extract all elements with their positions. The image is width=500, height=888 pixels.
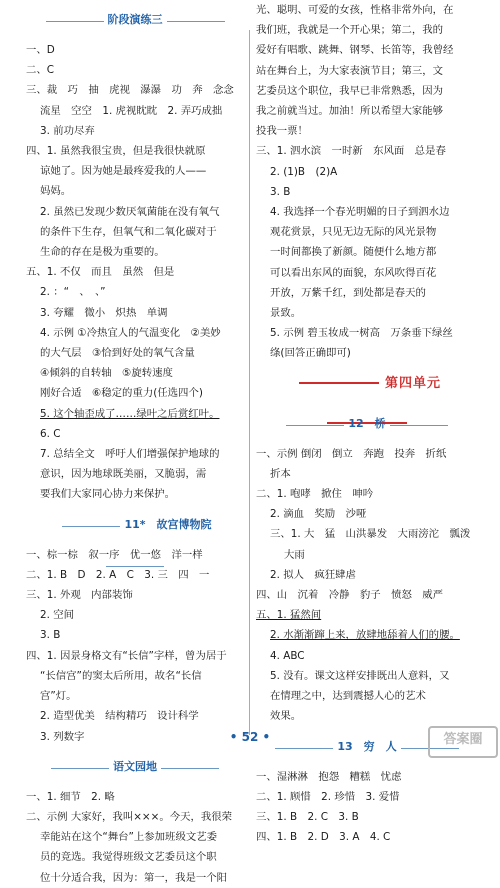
answer-line: 的大气层 ③恰到好处的氧气含量 [40, 347, 195, 360]
answer-line: 4. ABC [270, 649, 305, 662]
answer-line: 2. 造型优美 结构精巧 设计科学 [40, 710, 199, 723]
answer-line: 2. 滴血 奖励 沙哑 [270, 508, 367, 521]
section-heading-text: 语文园地 [113, 759, 157, 773]
heading-rule [46, 18, 104, 22]
answer-line: 三、裁 巧 抽 虎视 瀑瀑 功 奔 念念 [26, 84, 234, 97]
answer-line: 7. 总结全文 呼吁人们增强保护地球的 [40, 448, 220, 461]
left-column [26, 0, 244, 888]
answer-line: 幸能站在这个“舞台”上参加班级文艺委 [40, 831, 218, 844]
heading-rule [161, 765, 219, 769]
right-column [256, 0, 478, 847]
answer-line: 三、1. 泗水滨 一时新 东风面 总是春 [256, 145, 446, 158]
page-number: • 52 • [229, 730, 271, 744]
answer-line: 3. 列数字 [40, 730, 85, 743]
heading-rule [62, 523, 120, 527]
answer-line: 可以看出东风的面貌，东风吹得百花 [270, 266, 437, 279]
answer-line: 站在舞台上，为大家表演节目；第三，文 [256, 64, 444, 77]
heading-rule [51, 765, 109, 769]
answer-line: 3. 前功尽弃 [40, 124, 95, 137]
answer-line: 二、1. 顾惜 2. 珍惜 3. 爱惜 [256, 790, 400, 803]
answer-line: 三、1. 大 猛 山洪暴发 大雨滂沱 瓢泼 [270, 528, 471, 541]
section-heading-text: 12 桥 [348, 416, 386, 430]
answer-line: 艺委员这个职位，我早已非常熟悉，因为 [256, 84, 444, 97]
answer-line: 3. 夸耀 微小 炽热 单调 [40, 306, 168, 319]
answer-line: 一、示例 倒闭 倒立 奔跑 投奔 折纸 [256, 447, 447, 460]
answer-line: 五、1. 猛然间 [256, 609, 322, 622]
answer-line: 的条件下生存，但氧气和二氧化碳对于 [40, 225, 217, 238]
answer-line: 5. 没有。课文这样安排既出人意料，又 [270, 669, 450, 682]
answer-line: 宫”灯。 [40, 690, 77, 703]
answer-line: 二、示例 大家好，我叫×××。今天，我很荣 [26, 810, 233, 823]
answer-line: 一、1. 细节 2. 略 [26, 790, 115, 803]
answer-line: 2. 空间 [40, 609, 74, 622]
answer-line: 四、1. B 2. D 3. A 4. C [256, 831, 391, 844]
answer-line: 一时间都换了新颜。随便什么地方都 [270, 246, 437, 259]
answer-line: 四、1. 虽然我很宝贵，但是我很快就原 [26, 145, 206, 158]
answer-line: 2. 水渐渐蹿上来，放肆地舔着人们的腰。 [270, 629, 460, 642]
unit-rule [299, 382, 379, 384]
section-heading-text: 11* 故宫博物院 [124, 517, 212, 531]
answer-line: 员的竞选。我觉得班级文艺委员这个职 [40, 851, 217, 864]
answer-line: ④倾斜的自转轴 ⑤旋转速度 [40, 367, 173, 380]
answer-line: 二、1. 咆哮 掀住 呻吟 [256, 488, 374, 501]
unit-heading [256, 364, 478, 404]
answer-line: 大雨 [284, 548, 305, 561]
section-heading [26, 505, 244, 545]
section-heading [26, 747, 244, 787]
column-divider [249, 30, 250, 735]
section-heading-text: 阶段演练三 [107, 13, 163, 26]
answer-line: 生命的存在是极为重要的。 [40, 246, 165, 259]
answer-line: 二、1. B D 2. A C 3. 三 四 一 [26, 568, 210, 581]
answer-line: 我们班，我就是一个开心果；第二，我的 [256, 24, 444, 37]
answer-line: 景致。 [270, 307, 302, 320]
answer-line: 位十分适合我，因为：第一，我是一个阳 [40, 871, 228, 884]
answer-line: 我之前就当过。加油！所以希望大家能够 [256, 105, 444, 118]
answer-line: 意识，因为地球既美丽，又脆弱，需 [40, 468, 207, 481]
answer-line: 一、湿淋淋 抱怨 糟糕 忧虑 [256, 770, 402, 783]
answer-line: 绦(回答正确即可) [270, 347, 351, 360]
answer-line: 谅她了。因为她是最疼爱我的人—— [40, 165, 207, 178]
answer-line: 四、山 沉着 冷静 豹子 愤怒 威严 [256, 589, 444, 602]
heading-rule [390, 422, 448, 426]
section-heading-text: 13 穷 人 [337, 739, 397, 753]
answer-line: 4. 示例 ①冷热宜人的气温变化 ②美妙 [40, 326, 221, 339]
answer-line: 爱好有唱歌、跳舞、钢琴、长笛等，我曾经 [256, 44, 454, 57]
answer-line: 观花赏景，只见无边无际的风光景物 [270, 226, 437, 239]
heading-rule [167, 18, 225, 22]
answer-line: 要我们大家同心协力来保护。 [40, 488, 176, 501]
answer-line: 6. C [40, 427, 61, 440]
section-heading [256, 404, 478, 444]
answer-line: 在情理之中，达到震撼人心的艺术 [270, 690, 426, 703]
answer-line: 二、C [26, 64, 55, 77]
answer-line: “长信宫”的窦太后所用，故名“长信 [40, 669, 202, 682]
answer-line: 4. 我选择一个春光明媚的日子到泗水边 [270, 206, 450, 219]
unit-heading-text: 第四单元 [384, 375, 441, 391]
answer-line: 五、1. 不仅 而且 虽然 但是 [26, 266, 175, 279]
answer-line: 2. ：“ 、 、” [40, 286, 106, 299]
answer-line: 三、1. 外观 内部装饰 [26, 589, 133, 602]
answer-line: 妈妈。 [40, 185, 72, 198]
answer-line: 2. (1)B (2)A [270, 165, 338, 178]
answer-line: 开放，万紫千红，到处都是春天的 [270, 286, 426, 299]
answer-line: 折本 [270, 467, 291, 480]
answer-line: 投我一票！ [256, 125, 308, 138]
answer-line: 5. 示例 碧玉妆成一树高 万条垂下绿丝 [270, 327, 453, 340]
answer-line: 一、棕一棕 叙一序 优一悠 洋一样 [26, 548, 203, 561]
heading-rule [275, 745, 333, 749]
answer-line: 四、1. 因景身格文有“长信”字样，曾为居于 [26, 649, 227, 662]
answer-line: 刚好合适 ⑥稳定的重力(任选四个) [40, 387, 203, 400]
answer-line: 5. 这个轴歪成了……绿叶之后赏红叶。 [40, 407, 220, 420]
answer-line: 2. 虽然已发现少数厌氧菌能在没有氧气 [40, 205, 220, 218]
answer-line: 光、聪明、可爱的女孩，性格非常外向，在 [256, 4, 454, 16]
answer-line: 2. 拟人 疯狂肆虐 [270, 568, 356, 581]
answer-line: 3. B [40, 629, 61, 642]
answer-line: 效果。 [270, 710, 302, 723]
answer-line: 3. B [270, 185, 291, 198]
watermark-logo: 答案圈 [428, 726, 498, 758]
answer-line: 一、D [26, 44, 55, 56]
heading-rule [286, 422, 344, 426]
answer-line: 流星 空空 1. 虎视眈眈 2. 弄巧成拙 [40, 104, 223, 117]
section-heading [26, 0, 244, 40]
answer-line: 三、1. B 2. C 3. B [256, 810, 359, 823]
